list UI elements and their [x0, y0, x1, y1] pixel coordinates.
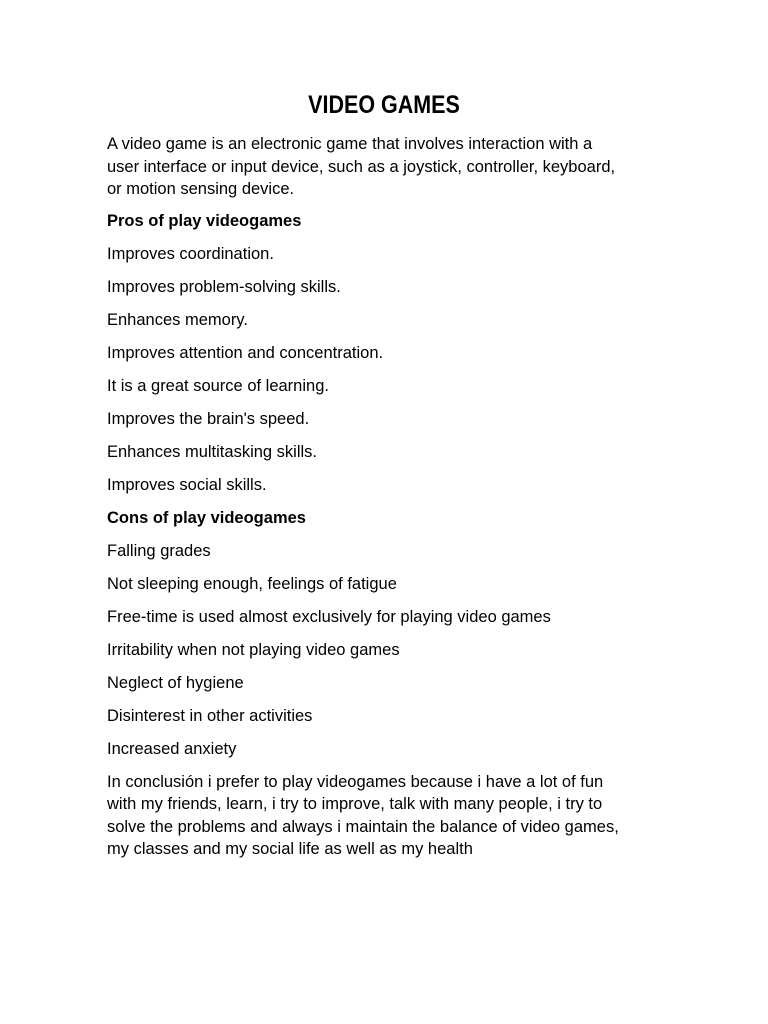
pros-item: It is a great source of learning.: [107, 376, 329, 395]
pros-heading: Pros of play videogames: [107, 211, 302, 230]
conclusion-paragraph: [107, 771, 667, 861]
pros-item: Improves problem-solving skills.: [107, 277, 341, 296]
pros-item: Enhances multitasking skills.: [107, 442, 318, 461]
cons-item: Falling grades: [107, 541, 211, 560]
intro-line: or motion sensing device.: [107, 180, 295, 198]
intro-line: A video game is an electronic game that involves interaction with a: [107, 135, 593, 153]
cons-list: [107, 540, 667, 771]
conclusion-line: with my friends, learn, i try to improve, talk with many people, i try to: [107, 795, 603, 813]
cons-item: Disinterest in other activities: [107, 706, 313, 725]
cons-heading: Cons of play videogames: [107, 508, 306, 527]
conclusion-line: solve the problems and always i maintain the balance of video games,: [107, 817, 619, 836]
pros-item: Enhances memory.: [107, 310, 248, 329]
pros-item: Improves social skills.: [107, 475, 267, 494]
intro-paragraph: [107, 133, 667, 201]
pros-list: [107, 243, 667, 507]
cons-item: Neglect of hygiene: [107, 673, 244, 692]
cons-item: Not sleeping enough, feelings of fatigue: [107, 574, 397, 593]
cons-item: Increased anxiety: [107, 739, 237, 758]
pros-item: Improves attention and concentration.: [107, 343, 384, 362]
conclusion-line: In conclusión i prefer to play videogames because i have a lot of fun: [107, 772, 604, 791]
pros-item: Improves the brain's speed.: [107, 409, 310, 428]
document-title: VIDEO GAMES: [308, 91, 460, 119]
conclusion-line: my classes and my social life as well as my health: [107, 840, 473, 858]
document-body: [107, 133, 667, 861]
cons-item: Free-time is used almost exclusively for playing video games: [107, 607, 551, 626]
intro-line: user interface or input device, such as a joystick, controller, keyboard,: [107, 157, 616, 176]
cons-item: Irritability when not playing video games: [107, 640, 400, 659]
pros-item: Improves coordination.: [107, 244, 274, 263]
